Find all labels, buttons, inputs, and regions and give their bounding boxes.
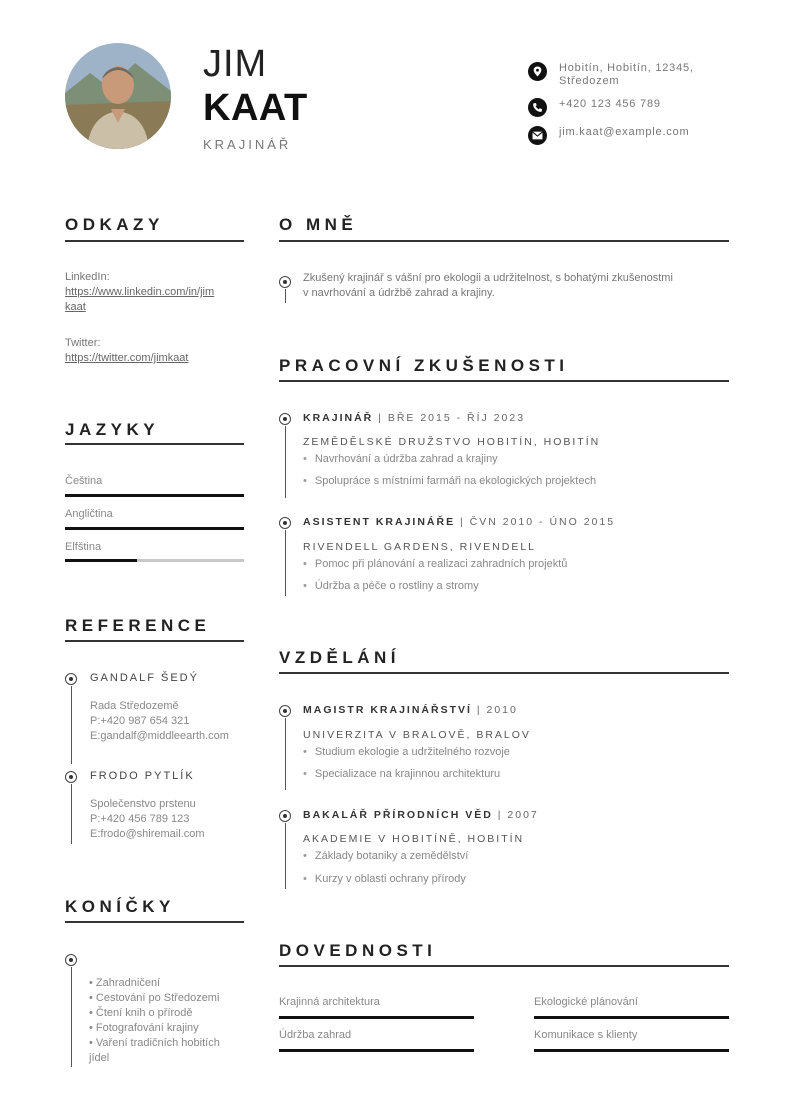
timeline-dot-icon: [279, 517, 291, 529]
job-bullet: • Spolupráce s místními farmáři na ekologických projektech: [303, 475, 596, 487]
last-name: KAAT: [203, 87, 308, 129]
reference-details: [90, 699, 229, 744]
skills-heading: DOVEDNOSTI: [279, 941, 437, 960]
language-name: Angličtina: [65, 508, 113, 520]
experience-heading: PRACOVNÍ ZKUŠENOSTI: [279, 356, 569, 375]
timeline-dot-icon: [279, 705, 291, 717]
job-role: ASISTENT KRAJINÁŘE: [303, 516, 456, 528]
linkedin-link[interactable]: https://www.linkedin.com/in/jim: [65, 286, 215, 298]
references-heading: REFERENCE: [65, 616, 211, 635]
degree-year: | 2007: [492, 809, 539, 821]
job-bullet: • Pomoc při plánování a realizaci zahradních projektů: [303, 558, 567, 570]
timeline-line: [285, 426, 286, 498]
twitter-label: Twitter:: [65, 337, 101, 349]
first-name: JIM: [203, 43, 268, 85]
linkedin-link-cont[interactable]: kaat: [65, 301, 86, 313]
education-bullet: • Základy botaniky a zemědělství: [303, 850, 468, 862]
reference-email: E:gandalf@middleearth.com: [90, 730, 229, 742]
skill-name: Údržba zahrad: [279, 1029, 352, 1041]
job-title-line: [303, 516, 615, 528]
job-title: KRAJINÁŘ: [203, 137, 292, 152]
profile-photo: [65, 43, 171, 149]
hobby-item: • Čtení knih o přírodě: [89, 1007, 193, 1019]
hobbies-list: [89, 976, 249, 1066]
email-text[interactable]: jim.kaat@example.com: [559, 126, 690, 138]
contact-address: [528, 62, 728, 88]
linkedin-block: [65, 270, 244, 315]
skill-name: Komunikace s klienty: [534, 1029, 638, 1041]
education-rule: [279, 672, 729, 674]
timeline-dot-icon: [279, 413, 291, 425]
timeline-dot-icon: [65, 954, 77, 966]
timeline-line: [71, 784, 72, 844]
address-line-2: Středozem: [559, 75, 620, 87]
reference-name: FRODO PYTLÍK: [90, 770, 195, 782]
address-line-1: Hobitín, Hobitín, 12345,: [559, 62, 694, 74]
skill-bar: [534, 1049, 729, 1052]
job-title-line: [303, 412, 525, 424]
about-text: [303, 271, 733, 301]
about-rule: [279, 240, 729, 242]
links-rule: [65, 240, 244, 242]
school-name: AKADEMIE V HOBITÍNĚ, HOBITÍN: [303, 833, 525, 845]
about-heading: O MNĚ: [279, 215, 358, 234]
timeline-dot-icon: [65, 771, 77, 783]
links-heading: ODKAZY: [65, 215, 164, 234]
school-name: UNIVERZITA V BRALOVĚ, BRALOV: [303, 729, 531, 741]
timeline-line: [285, 823, 286, 889]
degree-title-line: [303, 809, 539, 821]
education-heading: VZDĚLÁNÍ: [279, 648, 400, 667]
skill-bar: [279, 1049, 474, 1052]
languages-heading: JAZYKY: [65, 420, 160, 439]
hobbies-heading: KONÍČKY: [65, 897, 175, 916]
about-line: v navrhování a údržbě zahrad a krajiny.: [303, 287, 495, 299]
job-bullet: • Navrhování a údržba zahrad a krajiny: [303, 453, 498, 465]
timeline-line: [71, 967, 72, 1067]
linkedin-label: LinkedIn:: [65, 271, 110, 283]
timeline-line: [285, 530, 286, 596]
timeline-dot-icon: [279, 276, 291, 288]
language-bar: [65, 494, 244, 497]
job-employer: RIVENDELL GARDENS, RIVENDELL: [303, 541, 536, 553]
job-dates: | BŘE 2015 - ŘÍJ 2023: [373, 412, 526, 424]
contact-email: [528, 126, 728, 145]
skill-bar: [279, 1016, 474, 1019]
timeline-line: [285, 718, 286, 790]
hobby-item: jídel: [89, 1052, 110, 1064]
education-bullet: • Studium ekologie a udržitelného rozvoje: [303, 746, 510, 758]
timeline-dot-icon: [65, 673, 77, 685]
hobby-item: • Cestování po Středozemi: [89, 992, 220, 1004]
reference-phone: P:+420 456 789 123: [90, 813, 190, 825]
reference-phone: P:+420 987 654 321: [90, 715, 190, 727]
language-bar-fill: [65, 527, 244, 530]
language-bar-fill: [65, 559, 137, 562]
skill-name: Krajinná architektura: [279, 996, 380, 1008]
hobby-item: • Vaření tradičních hobitích: [89, 1037, 220, 1049]
reference-org: Společenstvo prstenu: [90, 798, 196, 810]
degree-name: BAKALÁŘ PŘÍRODNÍCH VĚD: [303, 809, 493, 821]
timeline-dot-icon: [279, 810, 291, 822]
skills-rule: [279, 965, 729, 967]
contact-phone: [528, 98, 728, 117]
skill-bar: [534, 1016, 729, 1019]
twitter-link[interactable]: https://twitter.com/jimkaat: [65, 352, 189, 364]
language-bar: [65, 559, 244, 562]
language-bar: [65, 527, 244, 530]
languages-rule: [65, 443, 244, 445]
phone-icon: [528, 98, 547, 117]
envelope-icon: [528, 126, 547, 145]
education-bullet: • Specializace na krajinnou architekturu: [303, 768, 500, 780]
hobby-item: • Zahradničení: [89, 977, 161, 989]
degree-year: | 2010: [471, 704, 518, 716]
job-role: KRAJINÁŘ: [303, 412, 374, 424]
reference-name: GANDALF ŠEDÝ: [90, 672, 199, 684]
experience-rule: [279, 380, 729, 382]
degree-name: MAGISTR KRAJINÁŘSTVÍ: [303, 704, 472, 716]
reference-email: E:frodo@shiremail.com: [90, 828, 205, 840]
location-pin-icon: [528, 62, 547, 81]
timeline-line: [285, 289, 286, 303]
twitter-block: [65, 336, 244, 366]
about-line: Zkušený krajinář s vášní pro ekologii a udržitelnost, s bohatými zkušenostmi: [303, 272, 673, 284]
skill-name: Ekologické plánování: [534, 996, 638, 1008]
language-name: Elfština: [65, 541, 102, 553]
reference-details: [90, 797, 204, 842]
education-bullet: • Kurzy v oblasti ochrany přírody: [303, 873, 466, 885]
references-rule: [65, 640, 244, 642]
phone-text: +420 123 456 789: [559, 98, 661, 110]
language-name: Čeština: [65, 475, 103, 487]
reference-org: Rada Středozemě: [90, 700, 179, 712]
timeline-line: [71, 686, 72, 764]
language-bar-fill: [65, 494, 244, 497]
job-employer: ZEMĚDĚLSKÉ DRUŽSTVO HOBITÍN, HOBITÍN: [303, 436, 601, 448]
degree-title-line: [303, 704, 518, 716]
hobby-item: • Fotografování krajiny: [89, 1022, 199, 1034]
job-dates: | ČVN 2010 - ÚNO 2015: [455, 516, 616, 528]
hobbies-rule: [65, 921, 244, 923]
job-bullet: • Údržba a péče o rostliny a stromy: [303, 580, 479, 592]
